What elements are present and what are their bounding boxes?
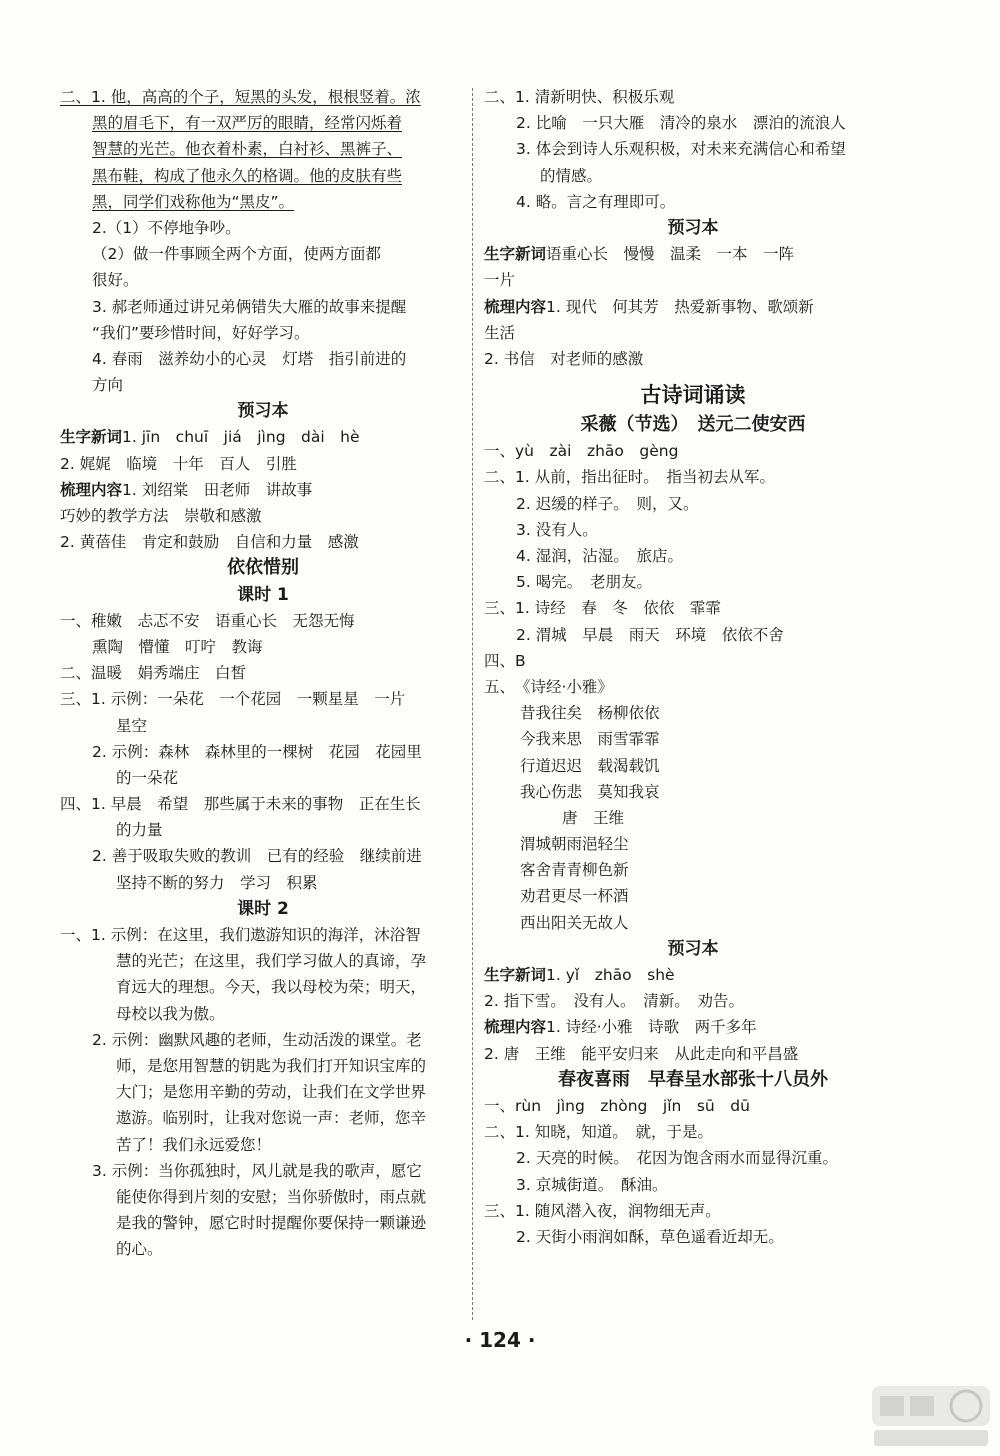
page-number: · 124 · (464, 1328, 536, 1352)
answer-line: 4. 湿润，沾湿。 旅店。 (516, 547, 683, 565)
answer-line: 3. 京城街道。 酥油。 (516, 1175, 668, 1194)
answer-line: 遨游。临别时，让我对您说一声：老师，您辛 (116, 1109, 427, 1128)
answer-line: 慧的光芒；在这里，我们学习做人的真谛，孕 (116, 952, 427, 971)
unit-title: 古诗词诵读 (640, 383, 746, 408)
row-label: 梳理内容 (60, 480, 123, 499)
row-label: 生字新词 (60, 428, 123, 447)
poem-author: 唐 王维 (562, 808, 625, 827)
text: 黑的眉毛下，有一双严厉的眼睛，经常闪烁着 (92, 114, 403, 133)
text: 智慧的光芒。他衣着朴素，白衬衫、黑裤子、 (92, 140, 403, 159)
answer-line: 的心。 (116, 1240, 163, 1259)
answer-line: 5. 喝完。 老朋友。 (516, 573, 652, 592)
answer-line (60, 424, 466, 450)
answer-line (484, 241, 902, 267)
answer-line: 三、1. 示例：一朵花 一个花园 一颗星星 一片 (60, 690, 406, 709)
answer-line: 大门；是您用辛勤的劳动，让我们在文学世界 (116, 1083, 427, 1102)
answer-line: 2. 娓娓 临境 十年 百人 引胜 (60, 454, 297, 473)
answer-line: 育远大的理想。今天，我以母校为荣；明天， (116, 978, 427, 997)
answer-line: 三、1. 随风潜入夜，润物细无声。 (484, 1201, 721, 1220)
answer-line: 2. 黄蓓佳 肯定和鼓励 自信和力量 感激 (60, 533, 359, 552)
answer-line: “我们”要珍惜时间，好好学习。 (92, 323, 310, 342)
text: 1. yǐ zhāo shè (546, 966, 675, 984)
row-label: 梳理内容 (484, 297, 547, 316)
answer-line: 的情感。 (540, 166, 603, 185)
answer-line: 很好。 (92, 271, 139, 290)
poem-line: 客舍青青柳色新 (520, 861, 629, 880)
answer-line: 2. 示例：森林 森林里的一棵树 花园 花园里 (92, 742, 422, 761)
answer-line: 母校以我为傲。 (116, 1004, 225, 1023)
answer-line: 3. 郝老师通过讲兄弟俩错失大雁的故事来提醒 (92, 297, 407, 316)
right-column (484, 84, 902, 1250)
answer-line: 2. 唐 王维 能平安归来 从此走向和平昌盛 (484, 1044, 799, 1063)
answer-line: 二、1. 清新明快、积极乐观 (484, 88, 675, 106)
answer-line: 4. 春雨 滋养幼小的心灵 灯塔 指引前进的 (92, 349, 407, 368)
answer-line: 一、yù zài zhāo gèng (484, 442, 679, 461)
poem-line: 渭城朝雨浥轻尘 (520, 835, 629, 854)
row-label: 梳理内容 (484, 1018, 547, 1037)
column-divider (472, 88, 473, 1320)
text: 二、1. 他，高高的个子，短黑的头发，根根竖着。浓 (60, 88, 421, 106)
answer-line: 星空 (116, 716, 148, 735)
text: 1. 诗经·小雅 诗歌 两千多年 (546, 1018, 757, 1037)
text: 1. 刘绍棠 田老师 讲故事 (122, 480, 313, 499)
answer-line: 的力量 (116, 821, 163, 840)
answer-line: 2. 天亮的时候。 花因为饱含雨水而显得沉重。 (516, 1149, 838, 1168)
answer-line: 苦了！我们永远爱您！ (116, 1135, 272, 1154)
answer-line: 3. 示例：当你孤独时，风儿就是我的歌声，愿它 (92, 1161, 422, 1180)
answer-line: 4. 略。言之有理即可。 (516, 192, 676, 211)
answer-line: 是我的警钟，愿它时时提醒你要保持一颗谦逊 (116, 1214, 427, 1233)
answer-line: 一、1. 示例：在这里，我们遨游知识的海洋，沐浴智 (60, 926, 421, 944)
answer-line: 2.（1）不停地争吵。 (92, 218, 241, 237)
answer-line: 2. 示例：幽默风趣的老师，生动活泼的课堂。老 (92, 1030, 422, 1049)
answer-line: 3. 体会到诗人乐观积极，对未来充满信心和希望 (516, 140, 846, 159)
answer-line: 2. 天街小雨润如酥，草色遥看近却无。 (516, 1227, 784, 1246)
answer-line: 2. 善于吸取失败的教训 已有的经验 继续前进 (92, 847, 422, 866)
answer-line: 五、 《诗经·小雅》 (484, 677, 613, 696)
answer-line: 2. 渭城 早晨 雨天 环境 依依不舍 (516, 625, 784, 644)
text: 1. 现代 何其芳 热爱新事物、歌颂新 (546, 297, 814, 316)
section-heading: 课时 1 (237, 584, 289, 605)
poem-line: 劝君更尽一杯酒 (520, 887, 629, 906)
answer-line: 二、温暖 娟秀端庄 白皙 (60, 664, 247, 683)
answer-line (60, 477, 466, 503)
answer-line: 一、rùn jìng zhòng jǐn sū dū (484, 1096, 750, 1115)
answer-line (60, 136, 466, 162)
answer-line: 3. 没有人。 (516, 520, 598, 539)
answer-line (60, 110, 466, 136)
section-heading: 预习本 (237, 401, 289, 422)
answer-line: 二、1. 从前，指出征时。 指当初去从军。 (484, 468, 775, 487)
answer-line: 2. 指下雪。 没有人。 清新。 劝告。 (484, 992, 744, 1011)
answer-line: 2. 迟缓的样子。 则，又。 (516, 494, 699, 513)
answer-line: （2）做一件事顾全两个方面，使两方面都 (92, 245, 381, 264)
lesson-title: 依依惜别 (227, 557, 299, 579)
answer-line: 师，是您用智慧的钥匙为我们打开知识宝库的 (116, 1056, 427, 1075)
poem-line: 西出阳关无故人 (520, 913, 629, 932)
answer-line (484, 294, 902, 320)
lesson-title: 采薇（节选） 送元二使安西 (580, 414, 806, 436)
poem-line: 今我来思 雨雪霏霏 (520, 730, 660, 749)
poem-line: 行道迟迟 载渴载饥 (520, 756, 660, 775)
answer-line (60, 163, 466, 189)
text: 黑布鞋，构成了他永久的格调。他的皮肤有些 (92, 166, 403, 185)
row-label: 生字新词 (484, 245, 547, 264)
poem-line: 昔我往矣 杨柳依依 (520, 704, 660, 723)
answer-line: 四、1. 早晨 希望 那些属于未来的事物 正在生长 (60, 795, 421, 814)
text: 1. jīn chuī jiá jìng dài hè (122, 428, 360, 447)
answer-line: 2. 书信 对老师的感激 (484, 349, 644, 368)
answer-line: 方向 (92, 376, 124, 395)
answer-line: 的一朵花 (116, 768, 179, 787)
answer-line: 三、1. 诗经 春 冬 依依 霏霏 (484, 599, 721, 618)
answer-line: 生活 (484, 323, 516, 342)
text: 语重心长 慢慢 温柔 一本 一阵 (546, 245, 795, 264)
answer-line: 一、稚嫩 忐忑不安 语重心长 无怨无悔 (60, 611, 355, 630)
answer-line: 熏陶 懵懂 叮咛 教诲 (92, 637, 263, 656)
left-column (60, 84, 466, 1262)
answer-line: 一片 (484, 271, 516, 290)
answer-line (60, 189, 466, 215)
lesson-title: 春夜喜雨 早春呈水部张十八员外 (558, 1068, 828, 1090)
answer-line: 能使你得到片刻的安慰；当你骄傲时，雨点就 (116, 1187, 427, 1206)
poem-line: 我心伤悲 莫知我哀 (520, 782, 660, 801)
answer-line: 2. 比喻 一只大雁 清冷的泉水 漂泊的流浪人 (516, 114, 846, 133)
row-label: 生字新词 (484, 966, 547, 984)
section-heading: 预习本 (667, 938, 719, 959)
answer-line: 二、1. 知晓，知道。 就，于是。 (484, 1123, 713, 1142)
answer-line (484, 962, 902, 988)
answer-line: 坚持不断的努力 学习 积累 (116, 873, 318, 892)
text: 黑，同学们戏称他为“黑皮”。 (92, 192, 295, 211)
answer-line (60, 84, 466, 110)
answer-line (484, 1014, 902, 1040)
section-heading: 课时 2 (237, 898, 289, 919)
section-heading: 预习本 (667, 217, 719, 238)
watermark-logo (870, 1384, 992, 1450)
answer-line: 巧妙的教学方法 崇敬和感激 (60, 507, 262, 525)
answer-line: 四、B (484, 651, 526, 670)
